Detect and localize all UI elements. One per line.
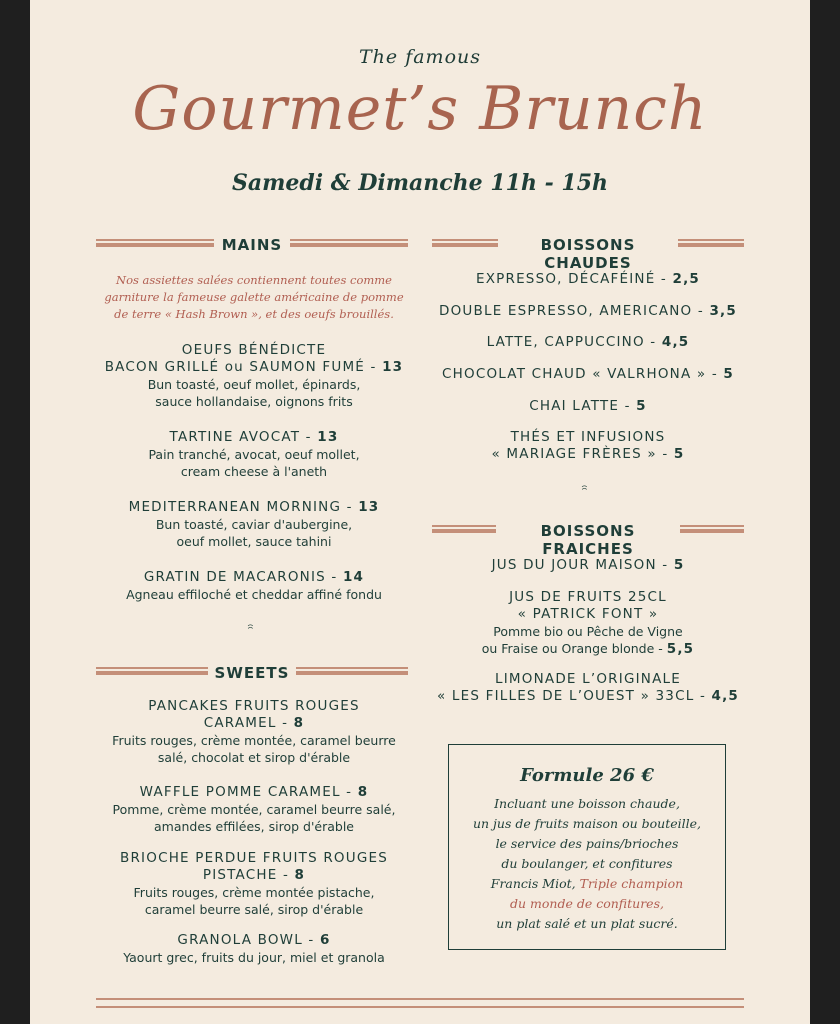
formule-line: le service des pains/brioches <box>495 836 679 851</box>
formule-highlight: du monde de confitures, <box>510 896 664 911</box>
item-description: salé, chocolat et sirop d'érable <box>157 750 351 765</box>
item-description: Yaourt grec, fruits du jour, miel et granola <box>123 950 385 965</box>
formule-line <box>449 874 725 894</box>
sweets-section-header <box>96 664 408 682</box>
menu-item-brioche-perdue: BRIOCHE PERDUE FRUITS ROUGES PISTACHE - 8 Fruits rouges, crème montée pistache, caramel beurre salé, sirop d'érable <box>96 850 412 918</box>
item-name: PANCAKES FRUITS ROUGES <box>148 698 360 714</box>
menu-item-thes-infusions: THÉS ET INFUSIONS « MARIAGE FRÈRES » - 5 <box>491 429 685 462</box>
formule-line: du boulanger, et confitures <box>501 856 673 871</box>
formule-title: Formule 26 € <box>520 765 654 786</box>
divider <box>296 667 408 673</box>
item-name: CHAI LATTE <box>529 398 620 414</box>
mains-intro <box>96 272 412 323</box>
item-name: JUS DU JOUR MAISON <box>491 557 657 573</box>
item-name: CARAMEL <box>203 715 277 731</box>
menu-item-pancakes: PANCAKES FRUITS ROUGES CARAMEL - 8 Fruits rouges, crème montée, caramel beurre salé, chocolat et sirop d'érable <box>96 698 412 766</box>
menu-item-expresso: EXPRESSO, DÉCAFÉINÉ - 2,5 <box>475 271 701 287</box>
item-name: « LES FILLES DE L’OUEST » 33CL <box>436 688 695 704</box>
item-price: 8 <box>293 715 305 731</box>
item-price: 3,5 <box>709 303 737 319</box>
mains-column <box>96 272 412 602</box>
cold-drinks-section-title: BOISSONS FRAICHES <box>540 522 636 558</box>
menu-item-latte: LATTE, CAPPUCCINO - 4,5 <box>486 334 690 350</box>
flourish-icon <box>428 485 748 504</box>
mains-section-header <box>96 236 408 254</box>
item-name: WAFFLE POMME CARAMEL <box>139 784 341 800</box>
menu-item-limonade: LIMONADE L’ORIGINALE « LES FILLES DE L’OUEST » 33CL - 4,5 <box>436 671 740 704</box>
item-description: amandes effilées, sirop d'érable <box>154 819 354 834</box>
hot-drinks-section-header <box>432 236 744 272</box>
item-description: Fruits rouges, crème montée, caramel beurre <box>112 733 396 748</box>
intro-line: de terre « Hash Brown », et des oeufs brouillés. <box>114 307 394 321</box>
menu-item-granola-bowl: GRANOLA BOWL - 6 Yaourt grec, fruits du jour, miel et granola <box>96 932 412 966</box>
formule-highlight: Triple champion <box>579 876 684 891</box>
divider <box>290 239 408 245</box>
menu-item-tartine-avocat: TARTINE AVOCAT - 13 Pain tranché, avocat, oeuf mollet, cream cheese à l'aneth <box>96 429 412 480</box>
menu-item-jus-de-fruits: JUS DE FRUITS 25CL « PATRICK FONT » Pomme bio ou Pêche de Vigne ou Fraise ou Orange blonde - 5,5 <box>428 589 748 658</box>
item-price: 6 <box>320 932 331 948</box>
opening-hours: Samedi & Dimanche 11h - 15h <box>231 170 609 196</box>
item-name: OEUFS BÉNÉDICTE <box>181 342 327 358</box>
menu-title: Gourmet’s Brunch <box>132 74 708 144</box>
item-price: 4,5 <box>711 688 740 704</box>
header-kicker: The famous <box>359 46 481 68</box>
menu-item-mediterranean-morning: MEDITERRANEAN MORNING - 13 Bun toasté, caviar d'aubergine, oeuf mollet, sauce tahini <box>96 499 412 550</box>
menu-item-chocolat-chaud: CHOCOLAT CHAUD « VALRHONA » - 5 <box>442 366 734 382</box>
item-description: sauce hollandaise, oignons frits <box>155 394 353 409</box>
bottom-divider <box>96 998 744 1000</box>
item-description: ou Fraise ou Orange blonde <box>481 641 655 656</box>
divider <box>432 525 496 531</box>
item-description: Bun toasté, caviar d'aubergine, <box>155 517 353 532</box>
item-price: 5 <box>723 366 734 382</box>
menu-item-waffle: WAFFLE POMME CARAMEL - 8 Pomme, crème montée, caramel beurre salé, amandes effilées, sirop d'érable <box>96 784 412 835</box>
item-name: MEDITERRANEAN MORNING <box>128 499 342 515</box>
item-price: 2,5 <box>672 271 701 287</box>
flourish-icon <box>96 624 412 643</box>
item-name: EXPRESSO, DÉCAFÉINÉ <box>475 271 656 287</box>
item-description: Bun toasté, oeuf mollet, épinards, <box>147 377 361 392</box>
formule-line: Incluant une boisson chaude, <box>494 796 680 811</box>
item-description: Agneau effiloché et cheddar affiné fondu <box>126 587 382 602</box>
item-name: JUS DE FRUITS 25CL <box>509 589 667 605</box>
menu-item-chai-latte: CHAI LATTE - 5 <box>529 398 647 414</box>
intro-line: Nos assiettes salées contiennent toutes comme <box>116 273 392 287</box>
item-description: Fruits rouges, crème montée pistache, <box>133 885 375 900</box>
item-price: 13 <box>382 359 404 375</box>
item-name: CHOCOLAT CHAUD « VALRHONA » <box>442 366 707 382</box>
item-name: LATTE, CAPPUCCINO <box>486 334 645 350</box>
item-name: DOUBLE ESPRESSO, AMERICANO <box>439 303 693 319</box>
intro-line: garniture la fameuse galette américaine de pomme <box>104 290 404 304</box>
divider <box>678 239 744 245</box>
divider <box>96 239 214 245</box>
item-name: GRANOLA BOWL <box>177 932 303 948</box>
item-name: GRATIN DE MACARONIS <box>143 569 326 585</box>
item-description: oeuf mollet, sauce tahini <box>176 534 332 549</box>
menu-item-gratin-macaronis: GRATIN DE MACARONIS - 14 Agneau effiloché et cheddar affiné fondu <box>96 569 412 603</box>
formule-line: un plat salé et un plat sucré. <box>496 916 678 931</box>
menu-item-oeufs-benedicte: OEUFS BÉNÉDICTE BACON GRILLÉ ou SAUMON FUMÉ - 13 Bun toasté, oeuf mollet, épinards, sauce hollandaise, oignons frits <box>96 342 412 410</box>
item-name: BRIOCHE PERDUE FRUITS ROUGES <box>120 850 388 866</box>
item-price: 8 <box>294 867 306 883</box>
item-description: caramel beurre salé, sirop d'érable <box>144 902 364 917</box>
item-description: Pain tranché, avocat, oeuf mollet, <box>148 447 360 462</box>
item-description: Pomme bio ou Pêche de Vigne <box>493 624 683 639</box>
item-price: 5,5 <box>666 641 695 657</box>
formule-description <box>449 794 725 934</box>
formule-line: un jus de fruits maison ou bouteille, <box>472 816 701 831</box>
cold-drinks-section-header <box>432 522 744 558</box>
item-price: 8 <box>357 784 369 800</box>
item-price: 5 <box>673 557 685 573</box>
item-name: « MARIAGE FRÈRES » <box>491 446 657 462</box>
formule-box <box>448 744 726 950</box>
mains-section-title: MAINS <box>221 236 283 254</box>
item-price: 13 <box>317 429 339 445</box>
item-price: 4,5 <box>661 334 690 350</box>
menu-item-double-espresso: DOUBLE ESPRESSO, AMERICANO - 3,5 <box>439 303 737 319</box>
item-name: PISTACHE <box>202 867 278 883</box>
menu-item-jus-du-jour: JUS DU JOUR MAISON - 5 <box>491 557 685 573</box>
item-description: Pomme, crème montée, caramel beurre salé, <box>112 802 396 817</box>
divider <box>432 239 498 245</box>
hot-drinks-section-title: BOISSONS CHAUDES <box>540 236 636 272</box>
item-name: THÉS ET INFUSIONS <box>510 429 666 445</box>
item-price: 5 <box>673 446 685 462</box>
item-name: « PATRICK FONT » <box>517 606 659 622</box>
divider <box>680 525 744 531</box>
item-name: BACON GRILLÉ ou SAUMON FUMÉ <box>104 359 366 375</box>
item-name: LIMONADE L’ORIGINALE <box>495 671 681 687</box>
item-price: 13 <box>358 499 380 515</box>
sweets-section-title: SWEETS <box>214 664 290 682</box>
divider <box>96 667 208 673</box>
formule-text: Francis Miot, <box>490 876 576 891</box>
item-price: 14 <box>342 569 365 585</box>
item-price: 5 <box>636 398 647 414</box>
item-name: TARTINE AVOCAT <box>169 429 301 445</box>
item-description: cream cheese à l'aneth <box>180 464 328 479</box>
